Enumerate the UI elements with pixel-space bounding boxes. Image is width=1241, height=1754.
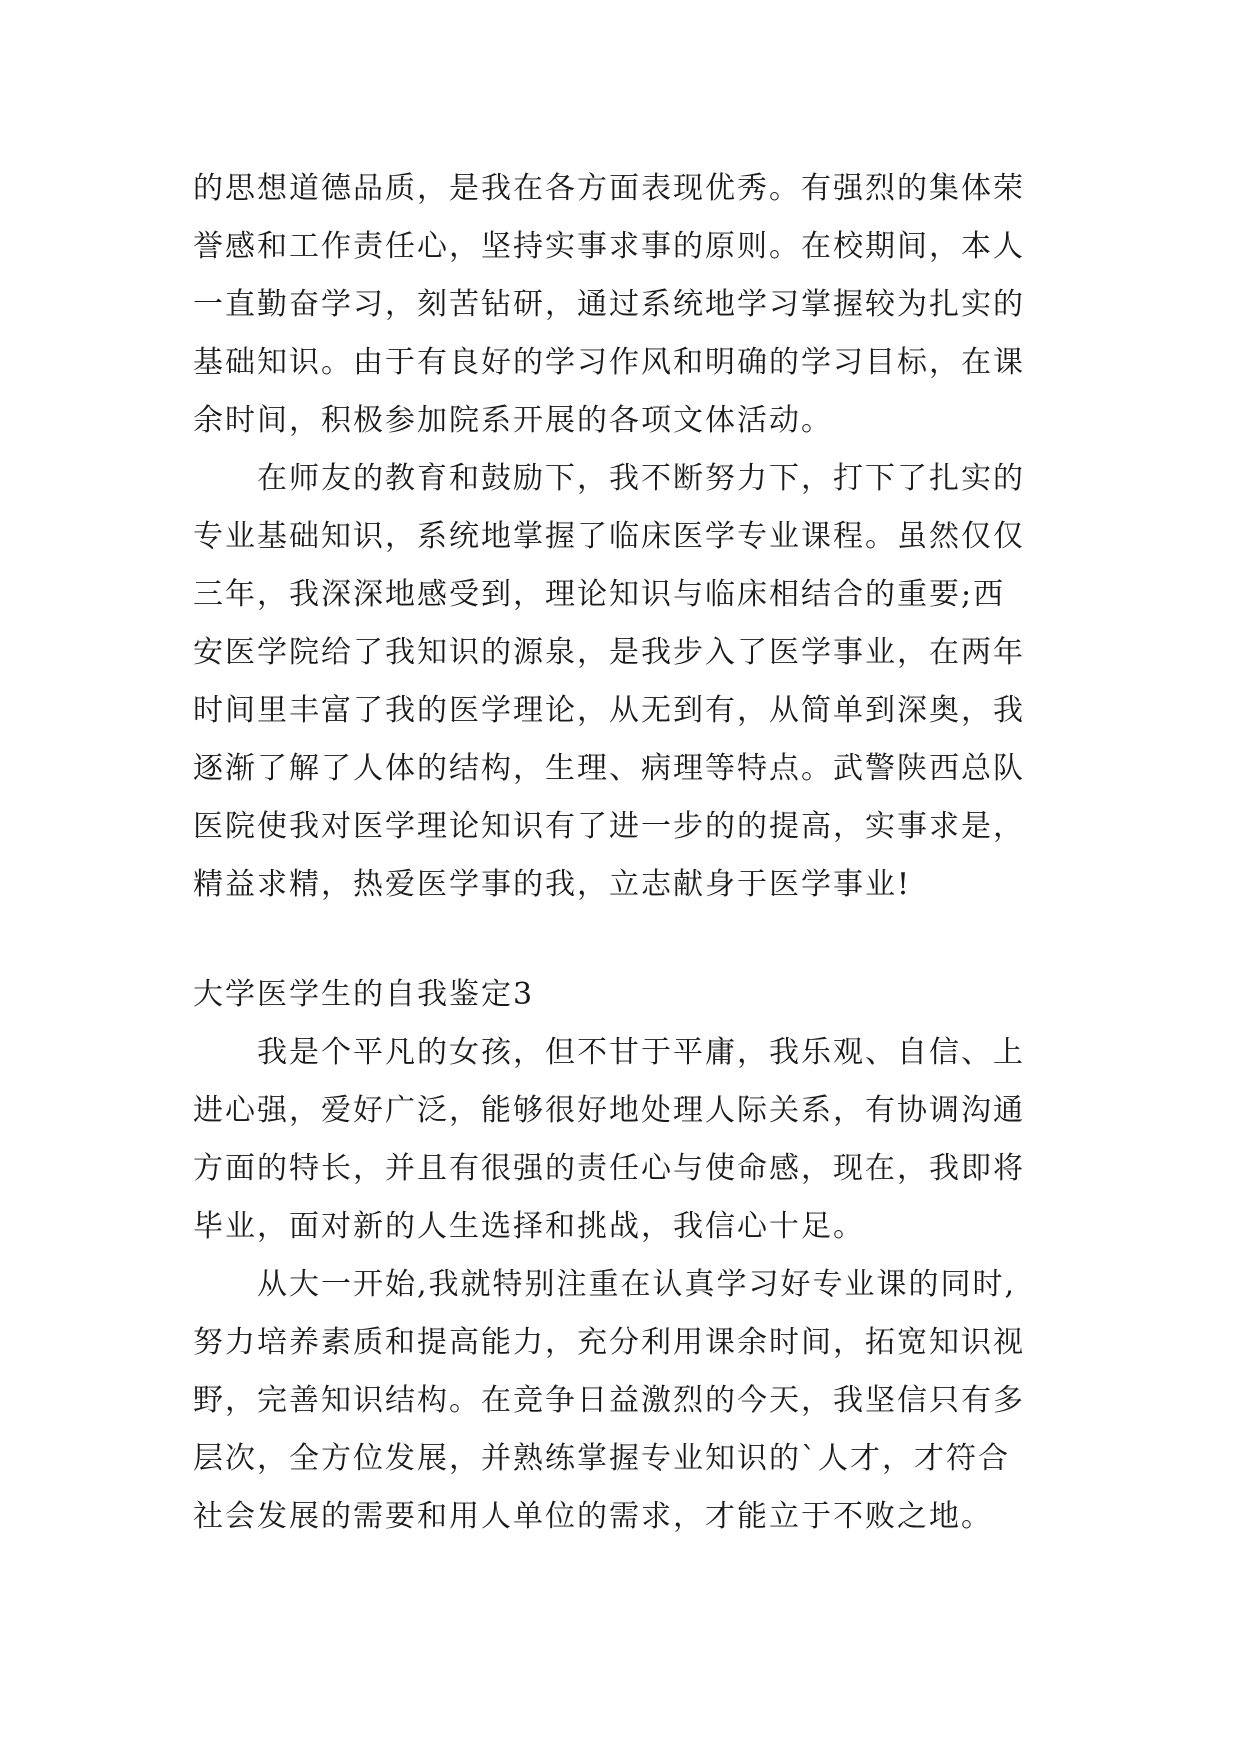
text-line: 三年，我深深地感受到，理论知识与临床相结合的重要;西 xyxy=(193,577,1006,612)
text-line: 努力培养素质和提高能力，充分利用课余时间，拓宽知识视 xyxy=(193,1325,1025,1360)
text-line: 野，完善知识结构。在竞争日益激烈的今天，我坚信只有多 xyxy=(193,1383,1025,1418)
paragraph-3 xyxy=(193,1024,1063,1256)
text-line: 誉感和工作责任心，坚持实事求事的原则。在校期间，本人 xyxy=(193,229,1025,264)
text-line: 进心强，爱好广泛，能够很好地处理人际关系，有协调沟通 xyxy=(193,1093,1025,1128)
paragraph-1 xyxy=(193,160,1063,450)
section-heading: 大学医学生的自我鉴定3 xyxy=(193,977,535,1012)
text-line: 逐渐了解了人体的结构，生理、病理等特点。武警陕西总队 xyxy=(193,751,1025,786)
text-line: 我是个平凡的女孩，但不甘于平庸，我乐观、自信、上 xyxy=(257,1035,1025,1070)
text-line: 从大一开始,我就特别注重在认真学习好专业课的同时, xyxy=(257,1267,1017,1302)
text-line: 社会发展的需要和用人单位的需求，才能立于不败之地。 xyxy=(193,1499,993,1534)
paragraph-4 xyxy=(193,1256,1063,1546)
text-line: 精益求精，热爱医学事的我，立志献身于医学事业! xyxy=(193,867,912,902)
text-line: 安医学院给了我知识的源泉，是我步入了医学事业，在两年 xyxy=(193,635,1025,670)
document-body xyxy=(193,160,1063,1546)
text-line: 余时间，积极参加院系开展的各项文体活动。 xyxy=(193,403,833,438)
text-line: 毕业，面对新的人生选择和挑战，我信心十足。 xyxy=(193,1209,865,1244)
text-line: 时间里丰富了我的医学理论，从无到有，从简单到深奥，我 xyxy=(193,693,1025,728)
text-line: 专业基础知识，系统地掌握了临床医学专业课程。虽然仅仅 xyxy=(193,519,1025,554)
text-line: 方面的特长，并且有很强的责任心与使命感，现在，我即将 xyxy=(193,1151,1025,1186)
text-line: 在师友的教育和鼓励下，我不断努力下，打下了扎实的 xyxy=(257,461,1025,496)
paragraph-2 xyxy=(193,450,1063,914)
text-line: 基础知识。由于有良好的学习作风和明确的学习目标，在课 xyxy=(193,345,1025,380)
text-line: 层次，全方位发展，并熟练掌握专业知识的`人才，才符合 xyxy=(193,1441,1010,1476)
text-line: 医院使我对医学理论知识有了进一步的的提高，实事求是， xyxy=(193,809,1025,844)
text-line: 一直勤奋学习，刻苦钻研，通过系统地学习掌握较为扎实的 xyxy=(193,287,1025,322)
section-gap xyxy=(193,914,1063,966)
text-line: 的思想道德品质，是我在各方面表现优秀。有强烈的集体荣 xyxy=(193,171,1025,206)
